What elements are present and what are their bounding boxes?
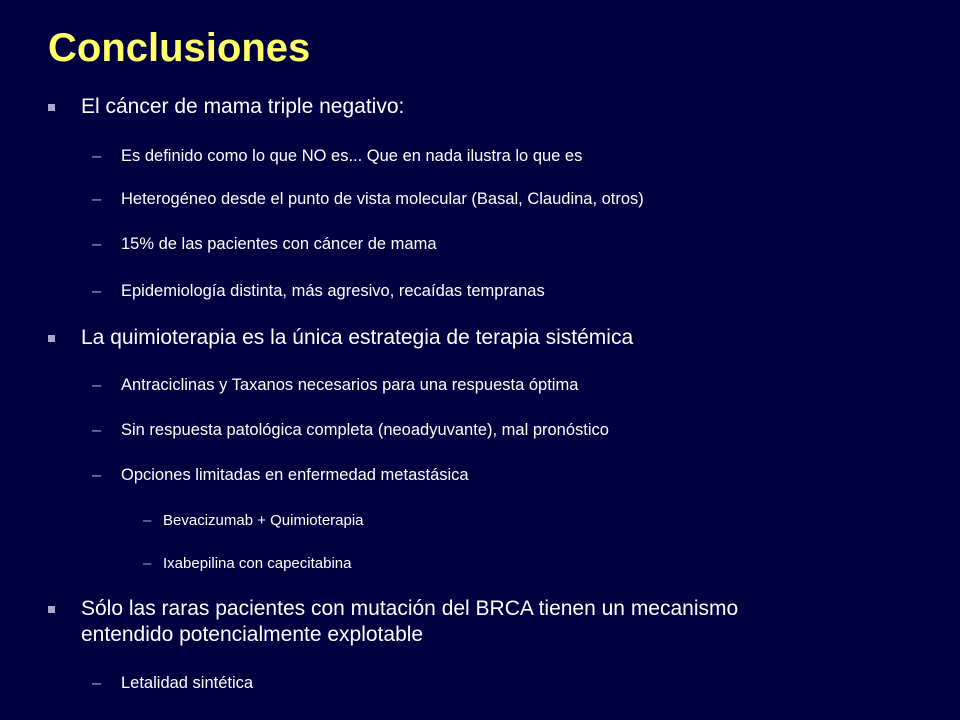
dash-bullet-icon: – — [92, 147, 102, 165]
slide-title: Conclusiones — [48, 26, 311, 70]
square-bullet-icon — [48, 104, 55, 111]
dash-bullet-icon: – — [92, 674, 102, 692]
square-bullet-icon — [48, 606, 55, 613]
subitem-text: Epidemiología distinta, más agresivo, recaídas tempranas — [121, 282, 545, 300]
subitem-text: Es definido como lo que NO es... Que en nada ilustra lo que es — [121, 147, 583, 165]
dash-bullet-icon: – — [143, 512, 152, 529]
sub-subitem-text: Bevacizumab + Quimioterapia — [163, 512, 364, 529]
dash-bullet-icon: – — [92, 466, 102, 484]
dash-bullet-icon: – — [92, 376, 102, 394]
subitem-text: Antraciclinas y Taxanos necesarios para una respuesta óptima — [121, 376, 579, 394]
bullet-text-line2: entendido potencialmente explotable — [81, 623, 424, 646]
subitem-text: Heterogéneo desde el punto de vista molecular (Basal, Claudina, otros) — [121, 190, 644, 208]
sub-subitem-text: Ixabepilina con capecitabina — [163, 555, 352, 572]
subitem-text: Letalidad sintética — [121, 674, 254, 692]
subitem-text: Sin respuesta patológica completa (neoadyuvante), mal pronóstico — [121, 421, 609, 439]
bullet-text-line1: Sólo las raras pacientes con mutación del BRCA tienen un mecanismo — [81, 597, 739, 620]
bullet-text: El cáncer de mama triple negativo: — [81, 95, 405, 118]
square-bullet-icon — [48, 335, 55, 342]
bullet-text: La quimioterapia es la única estrategia de terapia sistémica — [81, 326, 634, 349]
dash-bullet-icon: – — [92, 421, 102, 439]
subitem-text: 15% de las pacientes con cáncer de mama — [121, 235, 437, 253]
subitem-text: Opciones limitadas en enfermedad metastásica — [121, 466, 469, 484]
dash-bullet-icon: – — [92, 235, 102, 253]
dash-bullet-icon: – — [92, 282, 102, 300]
dash-bullet-icon: – — [92, 190, 102, 208]
dash-bullet-icon: – — [143, 555, 152, 572]
